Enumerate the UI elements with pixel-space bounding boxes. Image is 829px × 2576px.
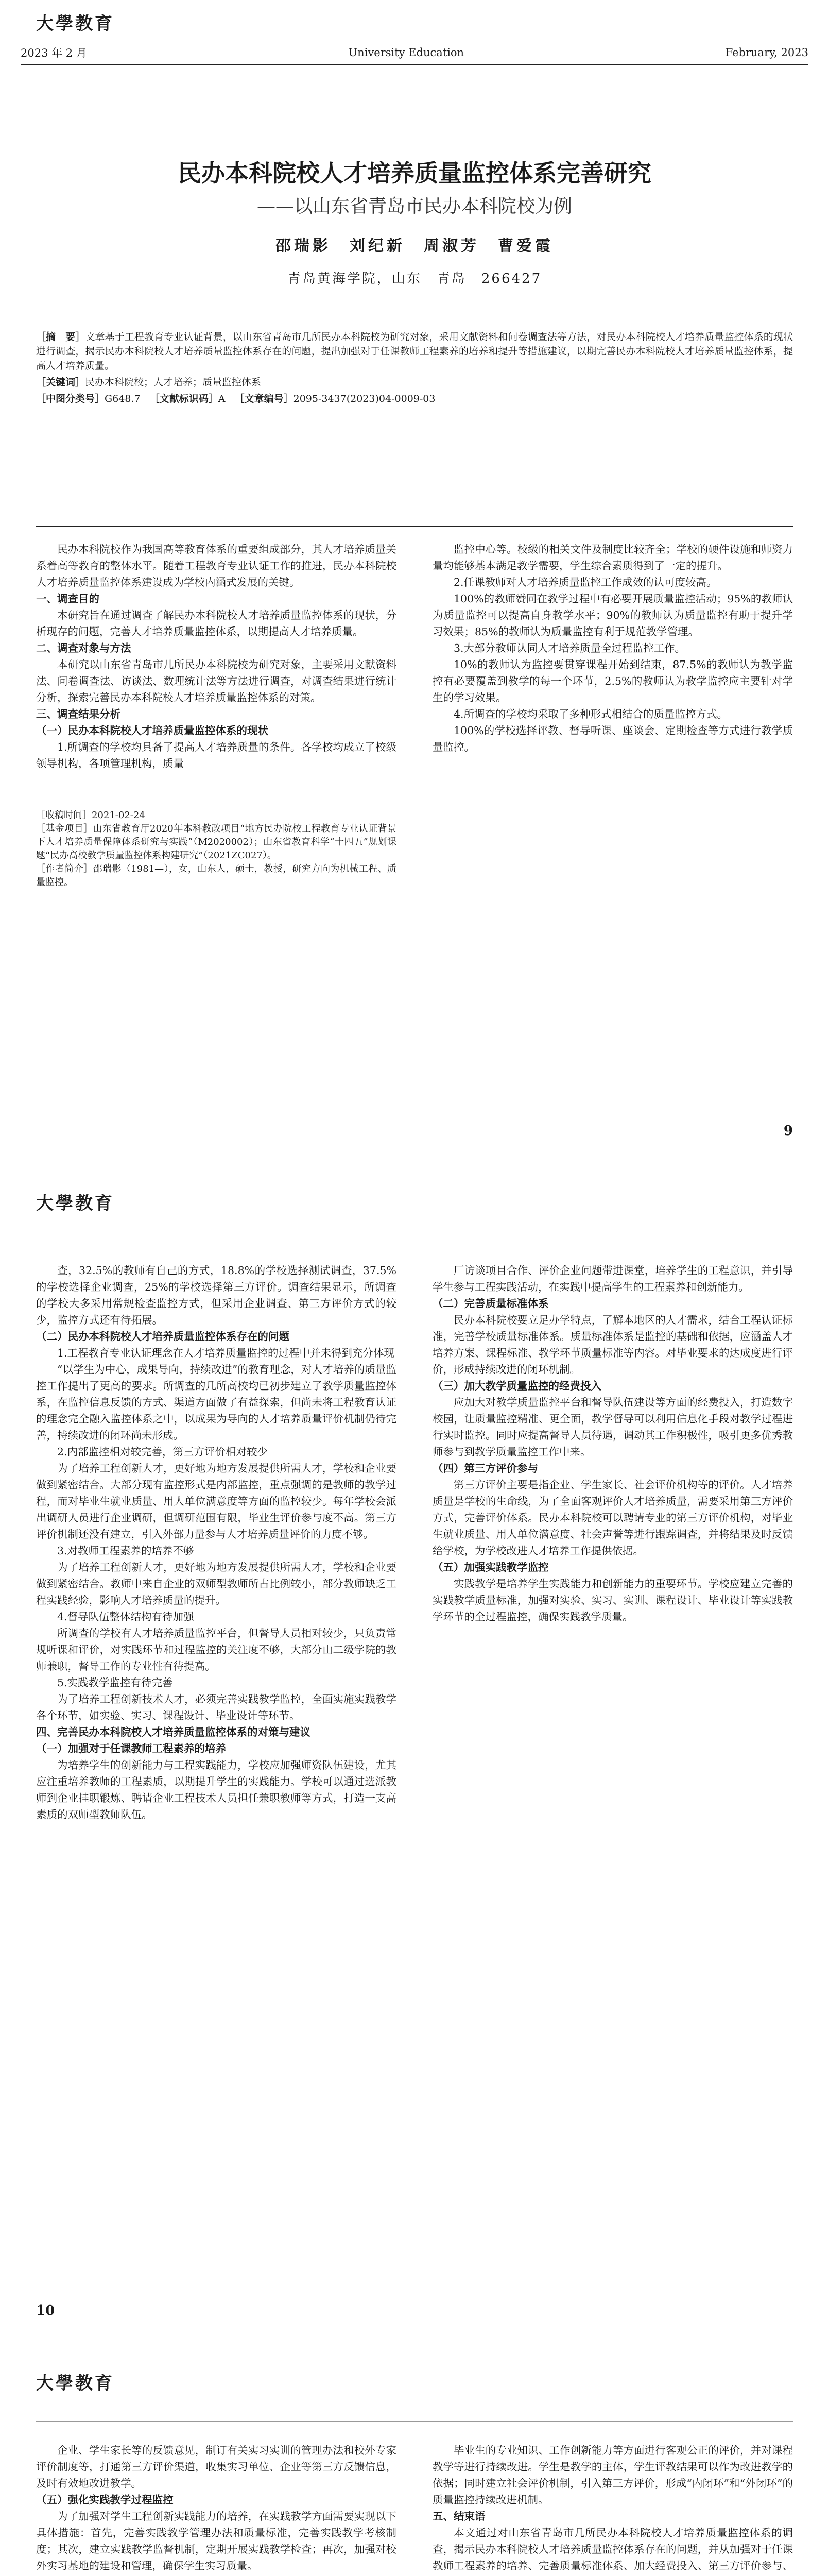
section-heading: 四、完善民办本科院校人才培养质量监控体系的对策与建议 — [36, 1726, 310, 1738]
section-heading: （一）加强对于任课教师工程素养的培养 — [36, 1742, 226, 1755]
section-heading: （三）加大教学质量监控的经费投入 — [433, 1380, 601, 1392]
paragraph: 本研究旨在通过调查了解民办本科院校人才培养质量监控体系的现状，分析现存的问题，完善人才培养质量监控体系，以期提高人才培养质量。 — [36, 609, 396, 638]
page-2 — [0, 1180, 829, 2360]
paragraph: 厂访谈项目合作、评价企业问题带进课堂，培养学生的工程意识，并引导学生参与工程实践活动，在实践中提高学生的工程素养和创新能力。 — [433, 1264, 793, 1293]
header-date-cn: 2023 年 2 月 — [21, 47, 87, 59]
section-heading: （五）加强实践教学监控 — [433, 1561, 549, 1573]
paragraph: 100%的学校选择评教、督导听课、座谈会、定期检查等方式进行教学质量监控。 — [433, 724, 793, 753]
header-journal-en: University Education — [348, 46, 464, 59]
header-date-en: February, 2023 — [725, 46, 808, 59]
page-number: 9 — [783, 1123, 793, 1139]
section-heading: （二）完善质量标准体系 — [433, 1297, 549, 1310]
page-3 — [0, 2360, 829, 2576]
body-column-right — [433, 2442, 793, 2576]
paragraph: 企业、学生家长等的反馈意见，制订有关实习实训的管理办法和校外专家评价制度等，打通第三方评价渠道，收集实习单位、企业等第三方反馈信息，及时有效地改进教学。 — [36, 2444, 396, 2489]
keywords-label: ［关键词］ — [36, 377, 85, 388]
section-heading: 一、调查目的 — [36, 592, 99, 605]
paragraph: 所调查的学校有人才培养质量监控平台，但督导人员相对较少，只负责常规听课和评价，对实践环节和过程监控的关注度不够，大部分由二级学院的教师兼职，督导工作的专业性有待提高。 — [36, 1627, 396, 1672]
paragraph: 4.所调查的学校均采取了多种形式相结合的质量监控方式。 — [454, 708, 728, 720]
paragraph: 1.所调查的学校均具备了提高人才培养质量的条件。各学校均成立了校级领导机构，各项管理机构，质量 — [36, 741, 396, 770]
article-title: 民办本科院校人才培养质量监控体系完善研究 — [178, 159, 651, 187]
paragraph: 民办本科院校要立足办学特点，了解本地区的人才需求，结合工程认证标准，完善学校质量标准体系。质量标准体系是监控的基础和依据，应涵盖人才培养方案、课程标准、教学环节质量标准等内容。对毕业要求的达成度进行评价，形成持续改进的闭环机制。 — [433, 1314, 793, 1376]
section-heading — [36, 2574, 396, 2576]
paragraph: 应加大对教学质量监控平台和督导队伍建设等方面的经费投入，打造数字校园，让质量监控精准、更全面，教学督导可以利用信息化手段对教学过程进行实时监控。同时应提高督导人员待遇，调动其工作积极性，吸引更多优秀教师参与到教学质量监控工作中来。 — [433, 1396, 793, 1458]
paragraph: 为了加强对学生工程创新实践能力的培养，在实践教学方面需要实现以下具体措施：首先，完善实践教学管理办法和质量标准，完善实践教学考核制度；其次，建立实践教学监督机制，定期开展实践教学检查；再次，加强对校外实习基地的建设和管理，确保学生实习质量。 — [36, 2510, 396, 2572]
article-subtitle: ——以山东省青岛市民办本科院校为例 — [256, 196, 572, 217]
paragraph: 本研究以山东省青岛市几所民办本科院校为研究对象，主要采用文献资料法、问卷调查法、访谈法、数理统计法等方法进行调查，对调查结果进行统计分析，探索完善民办本科院校人才培养质量监控体系的对策。 — [36, 658, 396, 704]
paragraph: 为培养学生的创新能力与工程实践能力，学校应加强师资队伍建设，尤其应注重培养教师的工程素质，以期提升学生的实践能力。学校可以通过选派教师到企业挂职锻炼、聘请企业工程技术人员担任兼职教师等方式，打造一支高素质的双师型教师队伍。 — [36, 1759, 396, 1821]
abstract-block — [36, 330, 793, 408]
paragraph: 2.任课教师对人才培养质量监控工作成效的认可度较高。 — [454, 576, 717, 588]
section-heading: （五）强化实践教学过程监控 — [36, 2494, 174, 2506]
author-list: 邵瑞影 刘纪新 周淑芳 曹爱霞 — [275, 237, 554, 255]
section-heading: 三、调查结果分析 — [36, 708, 120, 720]
doc-value: A — [218, 393, 226, 404]
keywords-text: 民办本科院校；人才培养；质量监控体系 — [85, 377, 262, 388]
paragraph: 3.对教师工程素养的培养不够 — [57, 1545, 194, 1557]
body-column-right — [433, 1262, 793, 2293]
section-heading: （四）第三方评价参与 — [433, 1462, 538, 1475]
clc-value: G648.7 — [105, 393, 141, 404]
paragraph: “以学生为中心，成果导向，持续改进”的教育理念，对人才培养的质量监控工作提出了更高的要求。所调查的几所高校均已初步建立了教学质量监控体系，在监控信息反馈的方式、渠道方面做了有益探索，但尚未将工程教育认证的理念完全融入监控体系之中，以成果为导向的人才培养质量评价机制仍待完善，持续改进的闭环尚未形成。 — [36, 1363, 396, 1442]
abstract — [36, 330, 793, 373]
paragraph: 民办本科院校作为我国高等教育体系的重要组成部分，其人才培养质量关系着高等教育的整体水平。随着工程教育专业认证工作的推进，民办本科院校人才培养质量监控体系建设成为学校内涵式发展的关键。 — [36, 543, 396, 588]
journal-masthead: 大學教育 — [36, 13, 114, 34]
running-header — [21, 45, 808, 60]
article-label: ［文章编号］ — [234, 393, 293, 404]
page-number: 10 — [36, 2303, 55, 2318]
funding-project: ［基金项目］山东省教育厅2020年本科教改项目“地方民办院校工程教育专业认证背景下人才培养质量保障体系研究与实践”（M2020002）；山东省教育科学“十四五”规划课题“民办高校教学质量监控体系构建研究”（2021ZC027）。 — [36, 823, 396, 861]
conclusion-content — [433, 2442, 793, 2576]
paragraph: 为了培养工程创新人才，更好地为地方发展提供所需人才，学校和企业要做到紧密结合。教师中来自企业的双师型教师所占比例较小，部分教师缺乏工程实践经验，影响人才培养质量的提升。 — [36, 1561, 396, 1606]
article-value: 2095-3437(2023)04-0009-03 — [293, 393, 436, 404]
received-date: ［收稿时间］2021-02-24 — [36, 810, 145, 821]
classification-line — [36, 392, 793, 406]
abstract-label: ［摘 要］ — [36, 331, 85, 343]
paragraph: 1.工程教育专业认证理念在人才培养质量监控的过程中并未得到充分体现 — [57, 1347, 395, 1359]
paragraph: 毕业生的专业知识、工作创新能力等方面进行客观公正的评价，并对课程教学等进行持续改进。学生是教学的主体，学生评教结果可以作为改进教学的依据；同时建立社会评价机制，引入第三方评价，形成“内闭环”和“外闭环”的质量监控持续改进机制。 — [433, 2444, 793, 2506]
paragraph: 查，32.5%的教师有自己的方式，18.8%的学校选择测试调查，37.5%的学校选择企业调查，25%的学校选择第三方评价。调查结果显示，所调查的学校大多采用常规检查监控方式，但采用企业调查、第三方评价方式的较少，监控方式还有待拓展。 — [36, 1264, 396, 1326]
paragraph: 实践教学是培养学生实践能力和创新能力的重要环节。学校应建立完善的实践教学质量标准，加强对实验、实习、实训、课程设计、毕业设计等实践教学环节的全过程监控，确保实践教学质量。 — [433, 1578, 793, 1623]
paragraph: 100%的教师赞同在教学过程中有必要开展质量监控活动；95%的教师认为质量监控可以提高自身教学水平；90%的教师认为质量监控有助于提升学习效果；85%的教师认为质量监控有利于规范教学管理。 — [433, 592, 793, 638]
paragraph: 10%的教师认为监控要贯穿课程开始到结束，87.5%的教师认为教学监控有必要覆盖到教学的每一个环节，2.5%的教师认为教学监控应主要针对学生的学习效果。 — [433, 658, 793, 704]
page-1 — [0, 0, 829, 1180]
paragraph: 本文通过对山东省青岛市几所民办本科院校人才培养质量监控体系的调查，揭示民办本科院校人才培养质量监控体系存在的问题，并从加强对于任课教师工程素养的培养、完善质量标准体系、加大经费投入、第三方评价参与、 — [433, 2527, 793, 2572]
section-heading: （二）民办本科院校人才培养质量监控体系存在的问题 — [36, 1330, 289, 1343]
section-heading: 二、调查对象与方法 — [36, 642, 131, 654]
paragraph: 为了培养工程创新人才，更好地为地方发展提供所需人才，学校和企业要做到紧密结合。大部分现有监控形式是内部监控，重点强调的是教师的教学过程，而对毕业生就业质量、用人单位满意度等方面的监控较少。每年学校会派出调研人员进行企业调研，但调研范围有限，毕业生评价参与度不高。第三方评价机制还没有建立，引入外部力量参与人才培养质量评价的力度不够。 — [36, 1462, 396, 1540]
paragraph: 第三方评价主要是指企业、学生家长、社会评价机构等的评价。人才培养质量是学校的生命线，为了全面客观评价人才培养质量，需要采用第三方评价方式，完善评价体系。民办本科院校可以聘请专业的第三方评价机构，对毕业生就业质量、用人单位满意度、社会声誉等进行跟踪调查，并将结果及时反馈给学校，为学校改进人才培养工作提供依据。 — [433, 1479, 793, 1557]
body-column-left — [36, 2442, 396, 2576]
doc-label: ［文献标识码］ — [149, 393, 218, 404]
paragraph: 2.内部监控相对较完善，第三方评价相对较少 — [57, 1446, 268, 1458]
journal-masthead: 大學教育 — [36, 2373, 114, 2394]
header-rule — [36, 2421, 793, 2422]
author-bio: ［作者简介］邵瑞影（1981—），女，山东人，硕士，教授，研究方向为机械工程、质量监控。 — [36, 863, 396, 888]
section-heading: （一）民办本科院校人才培养质量监控体系的现状 — [36, 724, 268, 737]
section-heading: 五、结束语 — [433, 2510, 486, 2522]
affiliation: 青岛黄海学院，山东 青岛 266427 — [287, 271, 542, 286]
paragraph: 监控中心等。校级的相关文件及制度比较齐全；学校的硬件设施和师资力量均能够基本满足教学需要，学生综合素质得到了一定的提升。 — [433, 543, 793, 572]
header-rule — [21, 64, 808, 65]
paragraph: 5.实践教学监控有待完善 — [57, 1676, 173, 1689]
keywords — [36, 375, 793, 389]
paragraph: 为了培养工程创新技术人才，必须完善实践教学监控，全面实施实践教学各个环节，如实验、实习、课程设计、毕业设计等环节。 — [36, 1693, 396, 1722]
journal-masthead: 大學教育 — [36, 1193, 114, 1214]
abstract-text: 文章基于工程教育专业认证背景，以山东省青岛市几所民办本科院校为研究对象，采用文献资料和问卷调查法等方法，对民办本科院校人才培养质量监控体系的现状进行调查，揭示民办本科院校人才培养质量监控体系存在的问题，提出加强对于任课教师工程素养的培养和提升等措施建议，以期完善民办本科院校人才培养质量监控体系，提高人才培养质量。 — [36, 331, 793, 371]
body-column-right — [433, 541, 793, 1108]
footnote-block — [36, 809, 396, 889]
body-column-left — [36, 1262, 396, 2293]
paragraph: 3.大部分教师认同人才培养质量全过程监控工作。 — [454, 642, 686, 654]
abstract-rule — [36, 526, 793, 527]
clc-label: ［中图分类号］ — [36, 393, 105, 404]
paragraph: 4.督导队伍整体结构有待加强 — [57, 1611, 194, 1623]
